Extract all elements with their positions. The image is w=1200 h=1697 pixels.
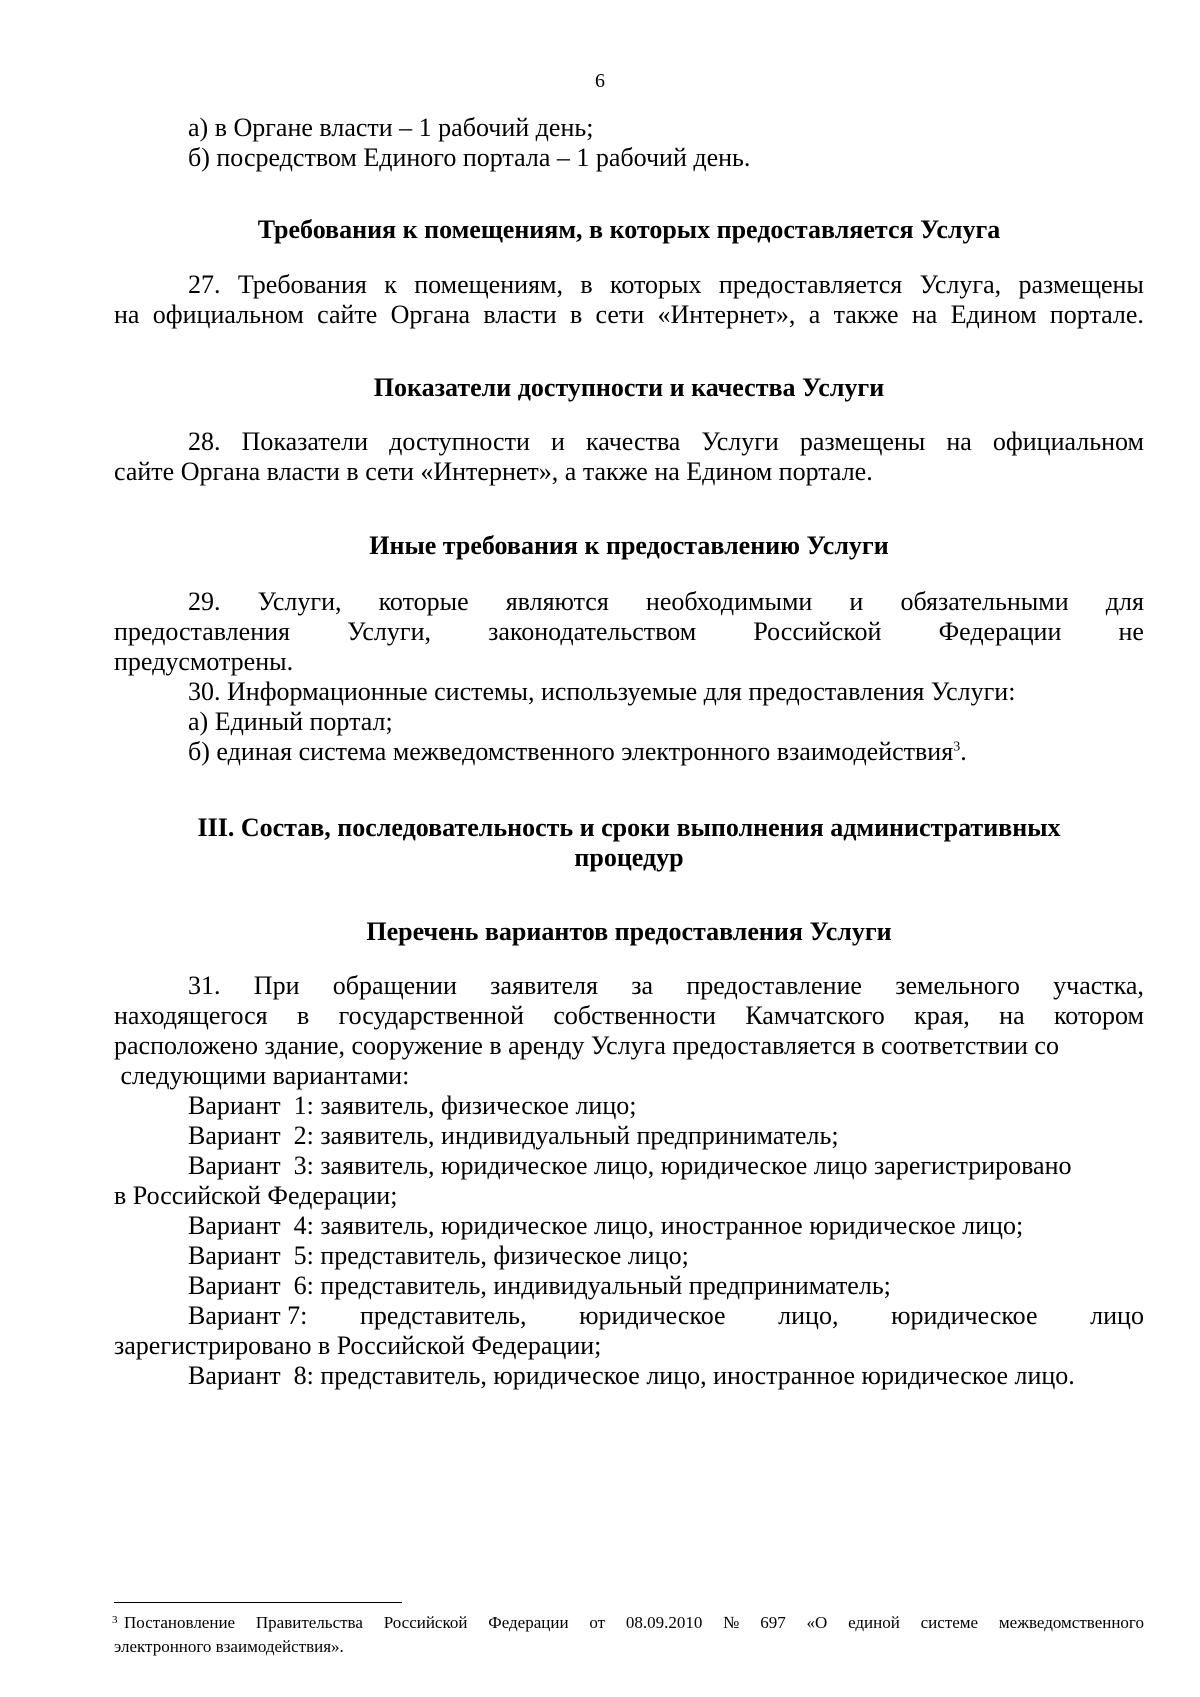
word: официальном <box>152 300 304 329</box>
word: Едином <box>950 300 1037 329</box>
word: собственности <box>553 1001 716 1030</box>
intro-item-a: а) в Органе власти – 1 рабочий день; <box>188 113 594 142</box>
word: Российской <box>383 1613 468 1632</box>
word: единой <box>848 1613 900 1632</box>
para-31-line-3: расположено здание, сооружение в аренду Услуга предоставляется в соответствии со <box>114 1031 1059 1060</box>
word: от <box>589 1613 606 1632</box>
para-29-line-3: предусмотрены. <box>114 647 294 676</box>
para-30-line-1: 30. Информационные системы, используемые для предоставления Услуги: <box>188 677 1016 706</box>
section-3-title-line-1: III. Состав, последовательность и сроки выполнения административных <box>197 813 1061 842</box>
para-27-line-1 <box>188 269 1144 301</box>
word: в <box>580 270 593 299</box>
word: не <box>1118 617 1144 646</box>
word: юридическое <box>579 1301 726 1330</box>
word: на <box>946 427 972 456</box>
word: на <box>911 300 938 329</box>
word: Российской <box>753 617 882 646</box>
word: которых <box>610 270 702 299</box>
word: лицо <box>1090 1301 1144 1330</box>
para-29-line-1 <box>188 586 1144 618</box>
word: Услуга, <box>919 270 1002 299</box>
word: Органа <box>390 300 471 329</box>
word: в <box>297 1001 310 1030</box>
word: предоставляется <box>718 270 903 299</box>
word: лицо, <box>778 1301 839 1330</box>
variant-5: Вариант 5: представитель, физическое лицо; <box>188 1241 689 1270</box>
word: находящегося <box>114 1001 268 1030</box>
word: «Интернет», <box>657 300 796 329</box>
word: земельного <box>895 971 1020 1000</box>
word: представитель, <box>359 1301 527 1330</box>
footnote-line-2: электронного взаимодействия». <box>114 1637 344 1656</box>
para-30-item-b-end: . <box>960 737 967 766</box>
word: официальном <box>992 427 1144 456</box>
footnote-text-line-1 <box>114 1612 1144 1634</box>
footnote-line-1 <box>114 1612 1144 1634</box>
word: 28. <box>188 427 221 456</box>
word: качества <box>585 427 681 456</box>
word: края, <box>914 1001 970 1030</box>
para-31-line-4: следующими вариантами: <box>114 1061 410 1090</box>
variant-1: Вариант 1: заявитель, физическое лицо; <box>188 1091 637 1120</box>
word: участка, <box>1053 971 1144 1000</box>
word: к <box>384 270 397 299</box>
word: 29. <box>188 587 221 616</box>
word: Федерации <box>938 617 1062 646</box>
heading-other-requirements: Иные требования к предоставлению Услуги <box>369 531 889 560</box>
document-page: 6 а) в Органе власти – 1 рабочий день; б) посредством Единого портала – 1 рабочий день. Требования к помещениям, в которых предоставляется Услуга 27. Требования к помещениям, в которых предоставляется Услуга, размещены на официальном сайте Органа власти в сети «Интернет», а также на Едином портале. Показатели доступности и качества Услуги 28. Показатели доступности и качества Услуги размещены на официальном сайте Органа власти в сети «Интернет», а также на Едином портале. Иные требования к предоставлению Услуги 29. Услуги, которые являются необходимыми и обязательными для предоставления Услуги, законодательством Российской Федерации не предусмотрены. 30. Информационные системы, используемые для предоставления Услуги: а) Единый портал; б) единая система межведомственного электронного взаимодействия$^3$. III. Состав, последовательность и сроки выполнения административных процедур Перечень вариантов предоставления Услуги 31. При обращении заявителя за предоставление земельного участка, находящегося в государственной собственности Камчатского края, на котором расположено здание, сооружение в аренду Услуга предоставляется в соответствии со следующими вариантами: Вариант 1: заявитель, физическое лицо; Вариант 2: заявитель, индивидуальный предприниматель; Вариант 3: заявитель, юридическое лицо, юридическое лицо зарегистрировано в Российской Федерации; Вариант 4: заявитель, юридическое лицо, иностранное юридическое лицо; Вариант 5: представитель, физическое лицо; Вариант 6: представитель, индивидуальный предприниматель; Вариант 7: представитель, юридическое лицо, юридическое лицо зарегистрировано в Российской Федерации; Вариант 8: представитель, юридическое лицо, иностранное юридическое лицо. Постановление Правительства Российской Федерации от 08.09.2010 № 697 «О единой системе межведомственного электронного взаимодействия». 3 <box>0 0 1200 1697</box>
word: необходимыми <box>645 587 813 616</box>
word: размещены <box>1018 270 1144 299</box>
word: Правительства <box>255 1613 363 1632</box>
word: Федерации <box>488 1613 569 1632</box>
word: и <box>849 587 864 616</box>
word: помещениям, <box>414 270 563 299</box>
word: 697 <box>760 1613 786 1632</box>
word: юридическое <box>891 1301 1038 1330</box>
word: системе <box>920 1613 979 1632</box>
word: обязательными <box>900 587 1069 616</box>
word: котором <box>1053 1001 1144 1030</box>
word: Камчатского <box>745 1001 885 1030</box>
word: которые <box>378 587 469 616</box>
para-31-line-1 <box>188 970 1144 1002</box>
word: 31. <box>188 971 221 1000</box>
word: № <box>723 1613 740 1632</box>
variant-3-line-2: в Российской Федерации; <box>114 1181 398 1210</box>
word: обращении <box>332 971 457 1000</box>
section-3-title-line-2: процедур <box>574 843 684 872</box>
word: сети <box>595 300 645 329</box>
variant-4: Вариант 4: заявитель, юридическое лицо, иностранное юридическое лицо; <box>188 1211 1024 1240</box>
word: также <box>833 300 899 329</box>
word: государственной <box>338 1001 524 1030</box>
word: Требования <box>237 270 367 299</box>
footnote-ref: 3 <box>953 739 961 755</box>
word: 27. <box>188 270 221 299</box>
variant-7-line-2: зарегистрировано в Российской Федерации; <box>114 1331 602 1360</box>
variant-2: Вариант 2: заявитель, индивидуальный предприниматель; <box>188 1121 839 1150</box>
word: портале. <box>1049 300 1144 329</box>
word: размещены <box>799 427 926 456</box>
word: «О <box>806 1613 828 1632</box>
para-28-line-2: сайте Органа власти в сети «Интернет», а также на Едином портале. <box>114 457 873 486</box>
word: Услуги, <box>257 587 342 616</box>
heading-premises: Требования к помещениям, в которых предоставляется Услуга <box>257 215 1001 244</box>
word: Услуги, <box>347 617 431 646</box>
word: межведомственного <box>998 1613 1144 1632</box>
word: предоставление <box>686 971 862 1000</box>
page-number: 6 <box>595 70 605 92</box>
para-27-line-2 <box>114 299 1144 331</box>
para-31-line-2 <box>114 1000 1144 1032</box>
word: предоставления <box>114 617 290 646</box>
word: сайте <box>317 300 378 329</box>
word: Показатели <box>241 427 369 456</box>
para-30-item-a: а) Единый портал; <box>188 707 393 736</box>
word: являются <box>505 587 609 616</box>
variant-3-line-1: Вариант 3: заявитель, юридическое лицо, юридическое лицо зарегистрировано <box>188 1151 1072 1180</box>
variant-6: Вариант 6: представитель, индивидуальный предприниматель; <box>188 1271 891 1300</box>
word: Постановление <box>124 1613 236 1632</box>
word: власти <box>483 300 557 329</box>
word: на <box>114 300 140 329</box>
word: в <box>569 300 583 329</box>
variant-8: Вариант 8: представитель, юридическое лицо, иностранное юридическое лицо. <box>188 1361 1075 1390</box>
word: заявителя <box>490 971 598 1000</box>
variant-7-line-1 <box>188 1300 1144 1332</box>
para-30-item-b-text: б) единая система межведомственного электронного взаимодействия <box>188 737 954 766</box>
word: доступности <box>389 427 530 456</box>
heading-variants-list: Перечень вариантов предоставления Услуги <box>366 917 892 946</box>
word: для <box>1105 587 1144 616</box>
word: на <box>999 1001 1025 1030</box>
para-29-line-2 <box>114 616 1144 648</box>
word: а <box>808 300 821 329</box>
word: Вариант 7: <box>188 1301 308 1330</box>
word: 08.09.2010 <box>625 1613 703 1632</box>
word: законодательством <box>488 617 697 646</box>
para-28-line-1 <box>188 426 1144 458</box>
word: Услуги <box>701 427 779 456</box>
word: за <box>631 971 654 1000</box>
footnote-separator <box>114 1602 402 1603</box>
intro-item-b: б) посредством Единого портала – 1 рабочий день. <box>188 143 751 172</box>
word: При <box>253 971 300 1000</box>
word: и <box>550 427 565 456</box>
heading-accessibility: Показатели доступности и качества Услуги <box>373 373 885 402</box>
para-30-item-b <box>188 736 967 768</box>
